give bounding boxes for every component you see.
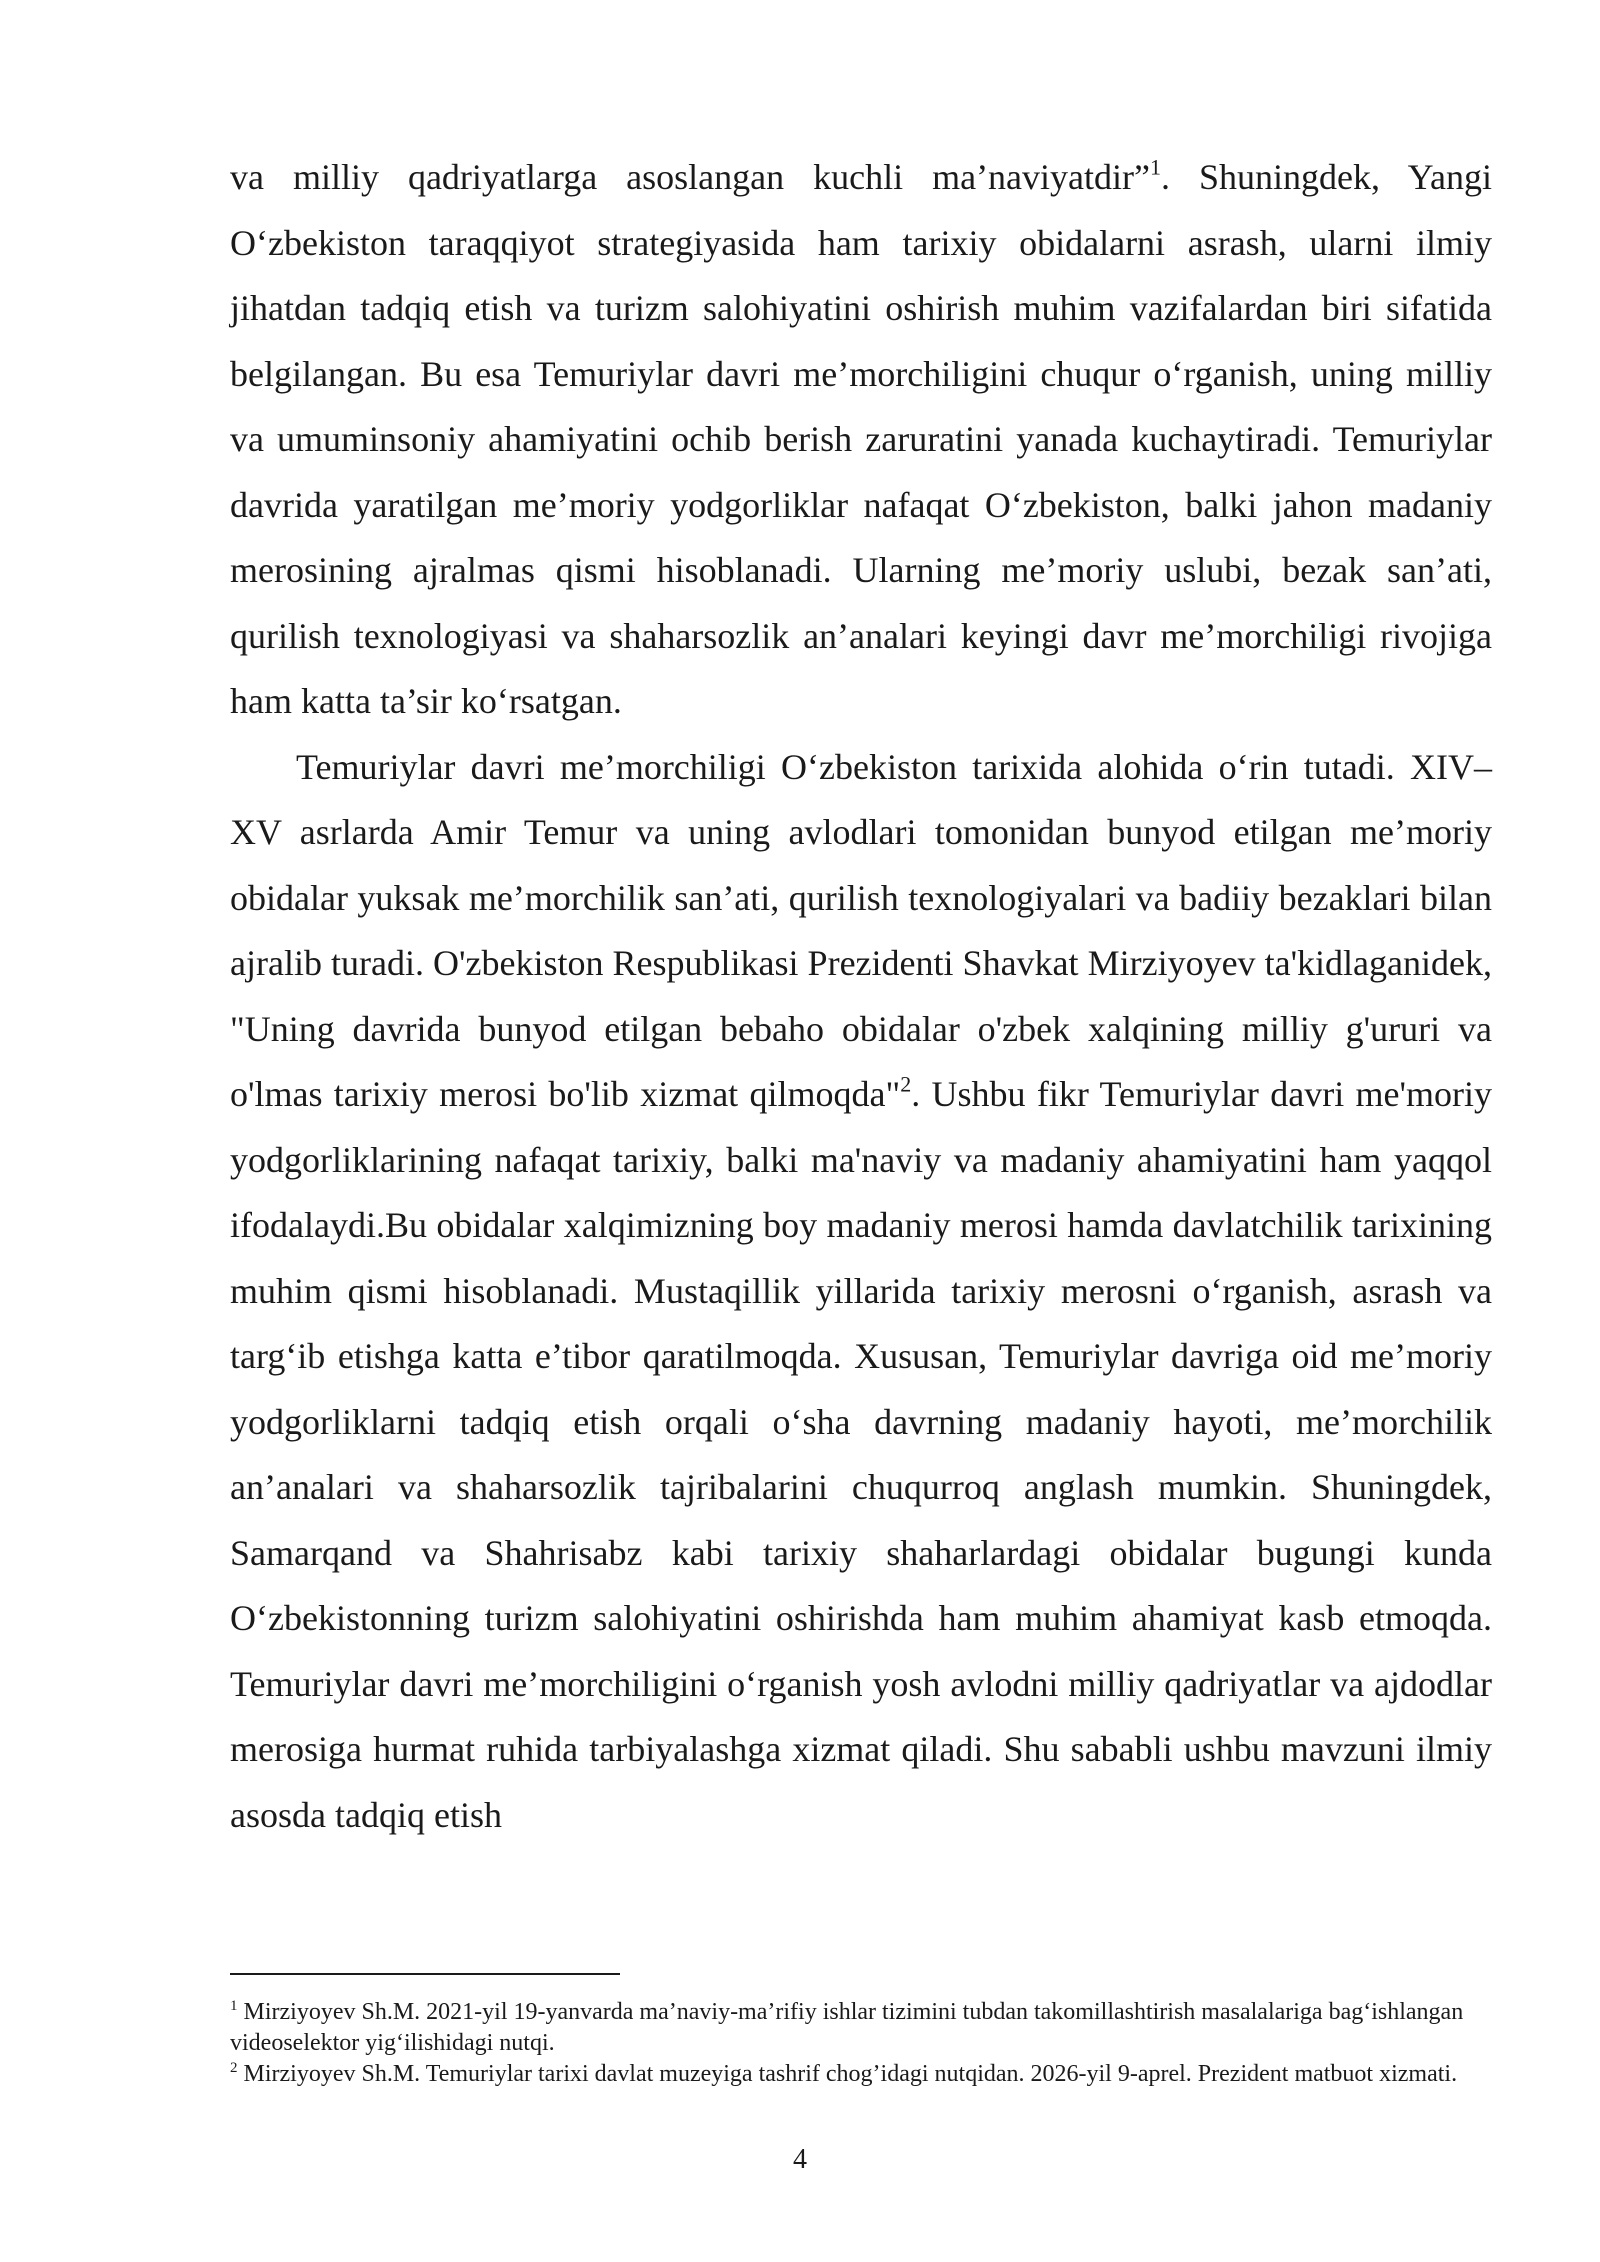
footnote-1-text: Mirziyoyev Sh.M. 2021-yil 19-yanvarda ma’naviy-ma’rifiy ishlar tizimini tubdan takomillashtirish masalalariga bag‘ishlangan videoselektor yig‘ilishidagi nutqi. — [230, 1999, 1464, 2056]
paragraph-2-text-end: . Ushbu fikr Temuriylar davri me'moriy yodgorliklarining nafaqat tarixiy, balki ma'naviy va madaniy ahamiyatini ham yaqqol ifodalaydi.Bu obidalar xalqimizning boy madaniy merosi hamda davlatchilik tarixining muhim qismi hisoblanadi. Mustaqillik yillarida tarixiy merosni o‘rganish, asrash va targ‘ib etishga katta e’tibor qaratilmoqda. Xususan, Temuriylar davriga oid me’moriy yodgorliklarni tadqiq etish orqali o‘sha davrning madaniy hayoti, me’morchilik an’analari va shaharsozlik tajribalarini chuqurroq anglash mumkin. Shuningdek, Samarqand va Shahrisabz kabi tarixiy shaharlardagi obidalar bugungi kunda O‘zbekistonning turizm salohiyatini oshirishda ham muhim ahamiyat kasb etmoqda. Temuriylar davri me’morchiligini o‘rganish yosh avlodni milliy qadriyatlar va ajdodlar merosiga hurmat ruhida tarbiyalashga xizmat qiladi. Shu sababli ushbu mavzuni ilmiy asosda tadqiq etish — [230, 1074, 1492, 1835]
paragraph-1 — [230, 145, 1492, 735]
paragraph-2 — [230, 735, 1492, 1849]
paragraph-2-text-start: Temuriylar davri me’morchiligi O‘zbekiston tarixida alohida o‘rin tutadi. XIV–XV asrlarda Amir Temur va uning avlodlari tomonidan bunyod etilgan me’moriy obidalar yuksak me’morchilik san’ati, qurilish texnologiyalari va badiiy bezaklari bilan ajralib turadi. O'zbekiston Respublikasi Prezidenti Shavkat Mirziyoyev ta'kidlaganidek, "Uning davrida bunyod etilgan bebaho obidalar o'zbek xalqining milliy g'ururi va o'lmas tarixiy merosi bo'lib xizmat qilmoqda" — [230, 746, 1492, 1114]
footnote-separator — [230, 1973, 620, 1975]
footnote-1-marker: 1 — [230, 1998, 238, 2014]
footnote-2-text: Mirziyoyev Sh.M. Temuriylar tarixi davlat muzeyiga tashrif chog’idagi nutqidan. 2026-yil 9-aprel. Prezident matbuot xizmati. — [237, 2061, 1458, 2087]
footnote-2 — [230, 2059, 1492, 2090]
paragraph-1-text-start: va milliy qadriyatlarga asoslangan kuchli ma’naviyatdir” — [230, 157, 1150, 197]
page-number: 4 — [793, 2144, 807, 2175]
footnote-ref-2: 2 — [900, 1071, 912, 1097]
footnotes — [230, 1997, 1492, 2090]
footnote-ref-1: 1 — [1149, 154, 1161, 180]
footnote-1 — [230, 1997, 1492, 2059]
body-text — [230, 145, 1492, 1848]
footnote-2-marker: 2 — [230, 2060, 238, 2076]
paragraph-1-text-end: . Shuningdek, Yangi O‘zbekiston taraqqiyot strategiyasida ham tarixiy obidalarni asrash, ularni ilmiy jihatdan tadqiq etish va turizm salohiyatini oshirish muhim vazifalardan biri sifatida belgilangan. Bu esa Temuriylar davri me’morchiligini chuqur o‘rganish, uning milliy va umuminsoniy ahamiyatini ochib berish zaruratini yanada kuchaytiradi. Temuriylar davrida yaratilgan me’moriy yodgorliklar nafaqat O‘zbekiston, balki jahon madaniy merosining ajralmas qismi hisoblanadi. Ularning me’moriy uslubi, bezak san’ati, qurilish texnologiyasi va shaharsozlik an’analari keyingi davr me’morchiligi rivojiga ham katta ta’sir ko‘rsatgan. — [230, 157, 1492, 721]
